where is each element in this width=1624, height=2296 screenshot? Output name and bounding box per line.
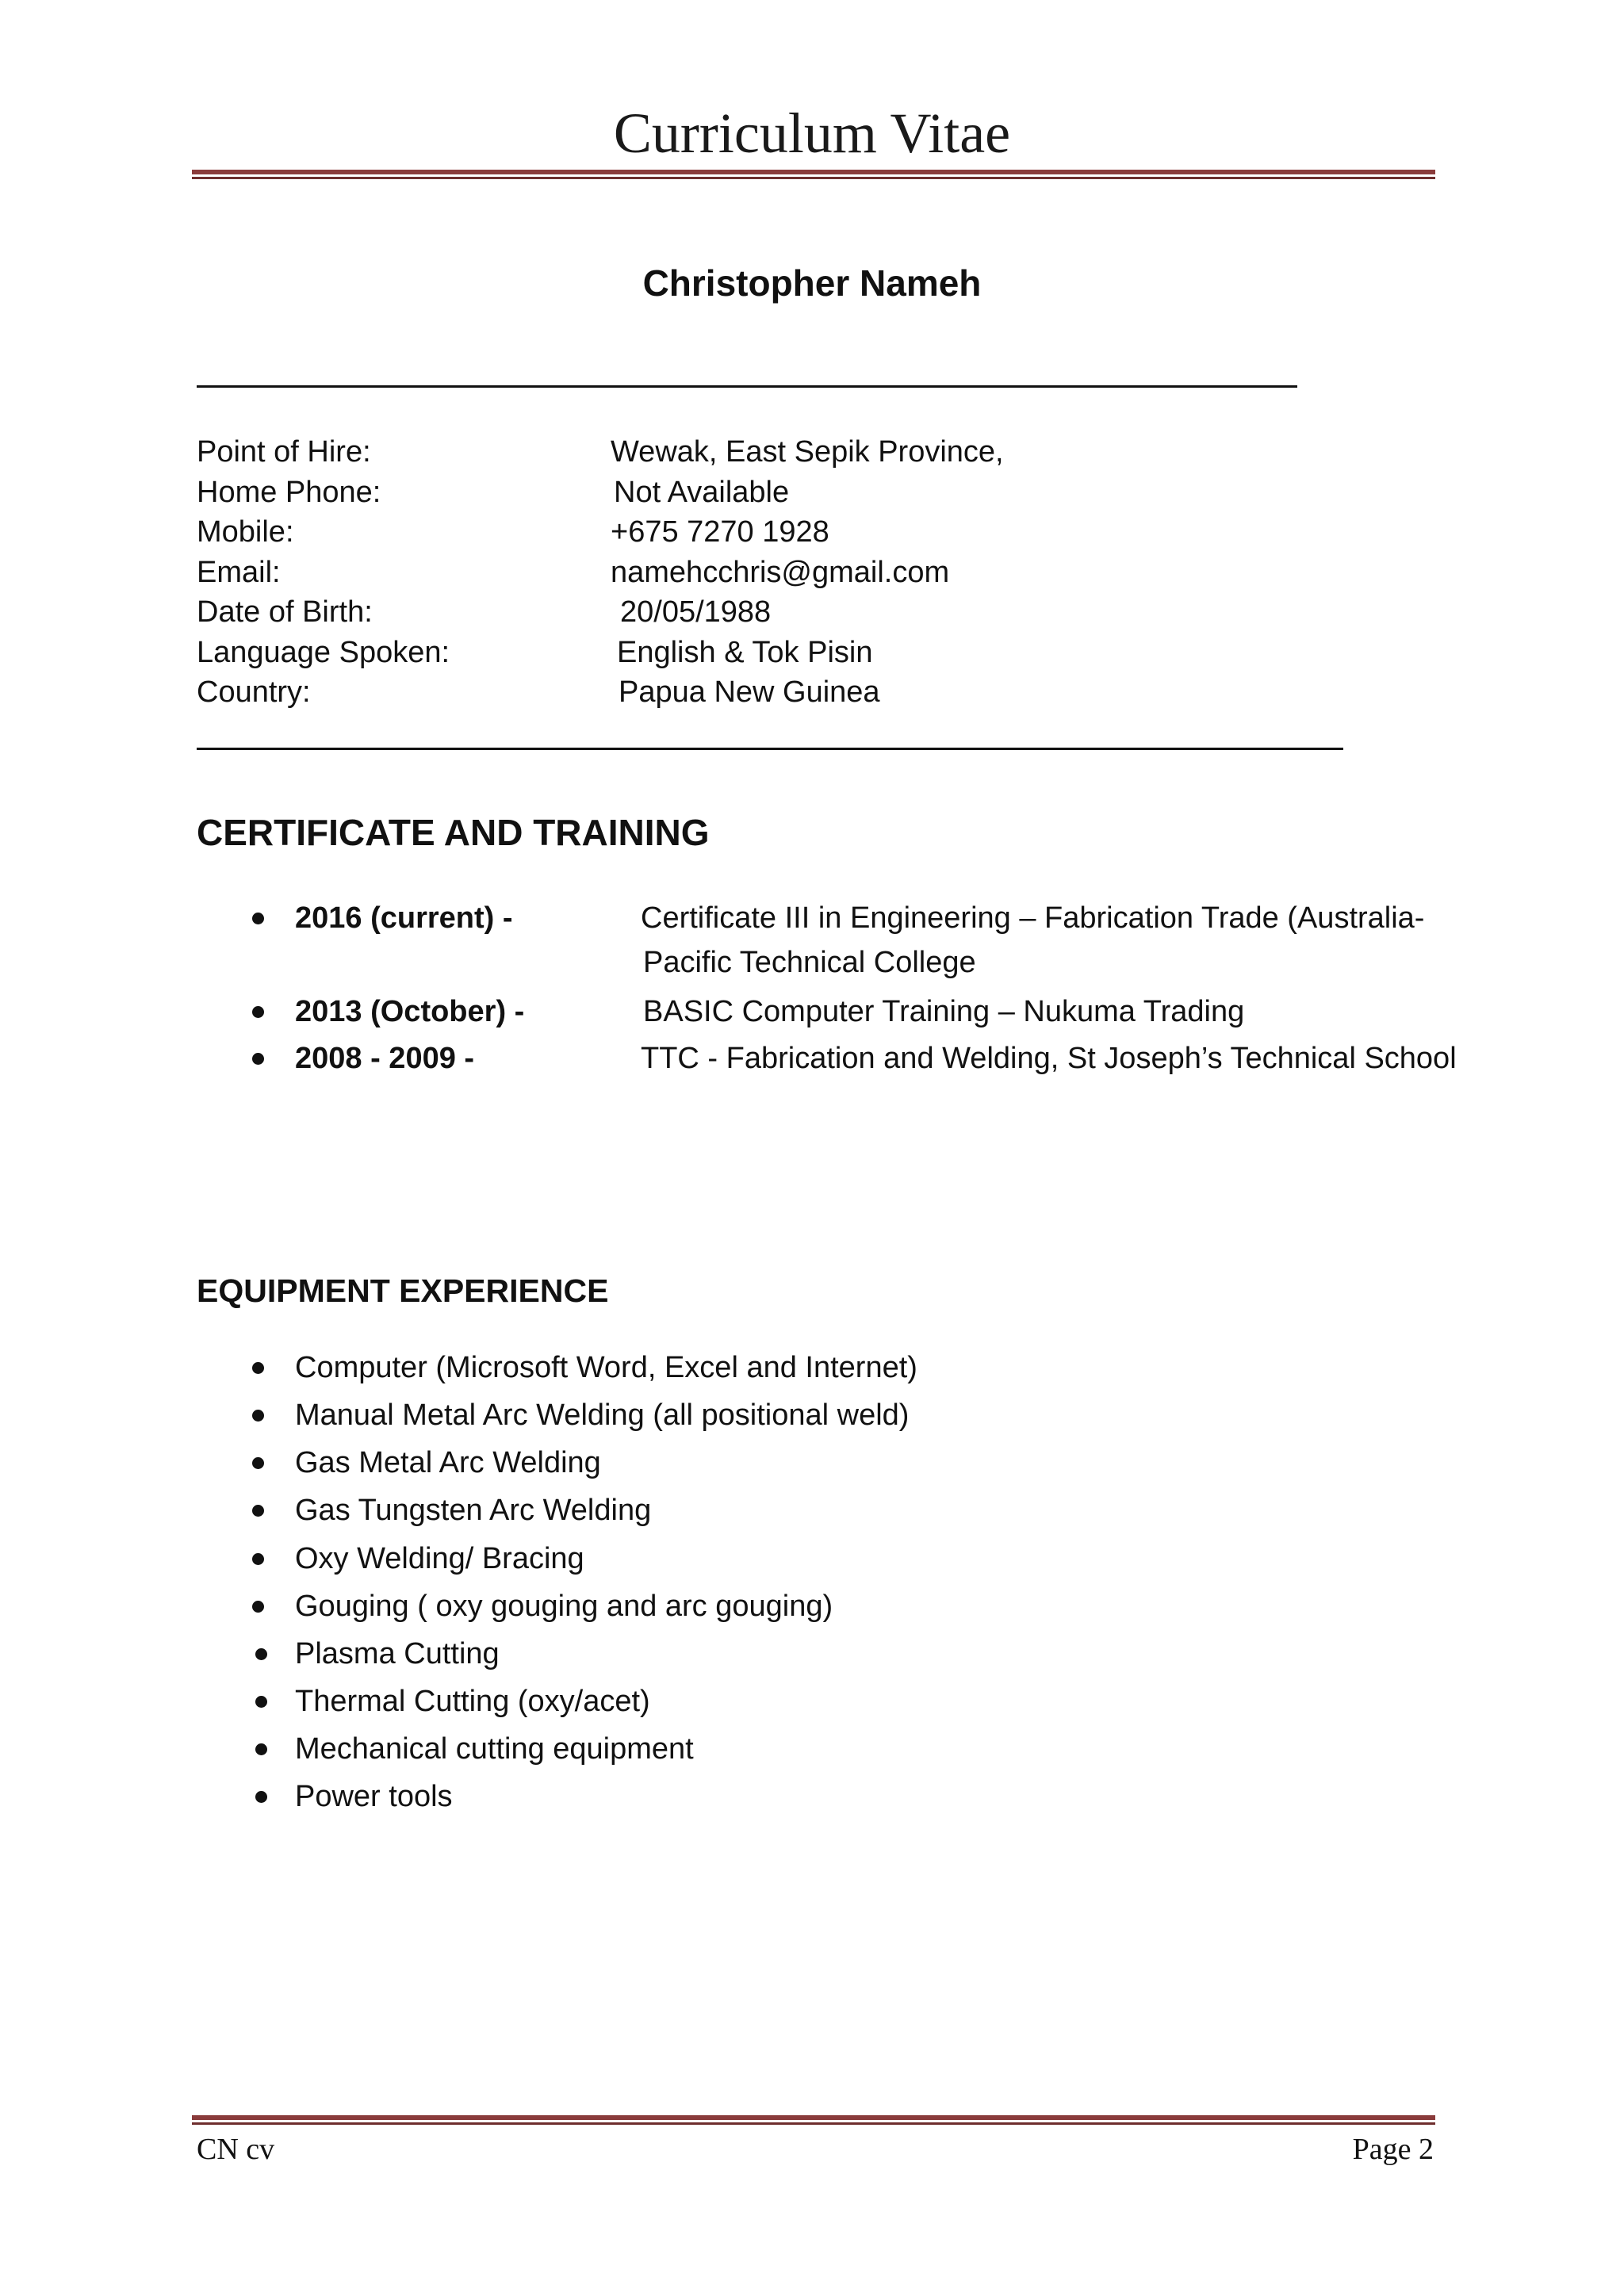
bullet-icon: [252, 1457, 264, 1469]
cert-year: 2016 (current) -: [295, 901, 513, 935]
bullet-icon: [255, 1791, 267, 1803]
info-value: namehcchris@gmail.com: [611, 556, 950, 589]
bullet-icon: [252, 1553, 264, 1565]
info-label: Email:: [197, 556, 281, 589]
info-label: Language Spoken:: [197, 636, 450, 669]
info-value: Wewak, East Sepik Province,: [611, 435, 1004, 469]
info-value: Papua New Guinea: [619, 675, 880, 709]
cert-description: Pacific Technical College: [643, 946, 976, 979]
cert-description: TTC - Fabrication and Welding, St Joseph’s Technical School: [641, 1042, 1457, 1075]
info-value: 20/05/1988: [620, 595, 772, 629]
document-header-title: Curriculum Vitae: [613, 101, 1011, 165]
cert-description: BASIC Computer Training – Nukuma Trading: [643, 995, 1245, 1028]
footer-document-label: CN cv: [197, 2133, 275, 2166]
footer-double-rule: [192, 2115, 1435, 2125]
equipment-item: Manual Metal Arc Welding (all positional weld): [295, 1399, 910, 1432]
info-value: +675 7270 1928: [611, 515, 829, 549]
equipment-item: Plasma Cutting: [295, 1637, 500, 1670]
info-value: English & Tok Pisin: [617, 636, 873, 669]
equipment-item: Thermal Cutting (oxy/acet): [295, 1685, 650, 1718]
info-label: Point of Hire:: [197, 435, 371, 469]
certificates-heading: CERTIFICATE AND TRAINING: [197, 812, 710, 853]
equipment-item: Gas Tungsten Arc Welding: [295, 1494, 652, 1527]
info-label: Date of Birth:: [197, 595, 373, 629]
equipment-heading: EQUIPMENT EXPERIENCE: [197, 1272, 609, 1309]
bullet-icon: [252, 1053, 264, 1065]
equipment-item: Oxy Welding/ Bracing: [295, 1542, 584, 1575]
footer-page-number: Page 2: [1352, 2133, 1434, 2166]
bullet-icon: [252, 1505, 264, 1517]
header-double-rule: [192, 170, 1435, 179]
bullet-icon: [255, 1743, 267, 1755]
info-value: Not Available: [614, 476, 790, 509]
equipment-item: Gouging ( oxy gouging and arc gouging): [295, 1590, 833, 1623]
bullet-icon: [252, 1362, 264, 1374]
bullet-icon: [252, 1006, 264, 1018]
bullet-icon: [252, 913, 264, 924]
divider-line: [197, 385, 1297, 388]
equipment-item: Mechanical cutting equipment: [295, 1732, 694, 1766]
equipment-item: Power tools: [295, 1780, 453, 1813]
bullet-icon: [252, 1410, 264, 1422]
cert-year: 2008 - 2009 -: [295, 1042, 475, 1075]
info-label: Country:: [197, 675, 311, 709]
equipment-item: Gas Metal Arc Welding: [295, 1446, 601, 1479]
divider-line: [197, 748, 1343, 750]
candidate-name: Christopher Nameh: [642, 262, 982, 304]
bullet-icon: [255, 1696, 267, 1708]
bullet-icon: [252, 1601, 264, 1613]
equipment-item: Computer (Microsoft Word, Excel and Internet): [295, 1351, 917, 1384]
bullet-icon: [255, 1648, 267, 1660]
cert-year: 2013 (October) -: [295, 995, 525, 1028]
info-label: Mobile:: [197, 515, 294, 549]
info-label: Home Phone:: [197, 476, 381, 509]
cert-description: Certificate III in Engineering – Fabrication Trade (Australia-: [641, 901, 1425, 935]
